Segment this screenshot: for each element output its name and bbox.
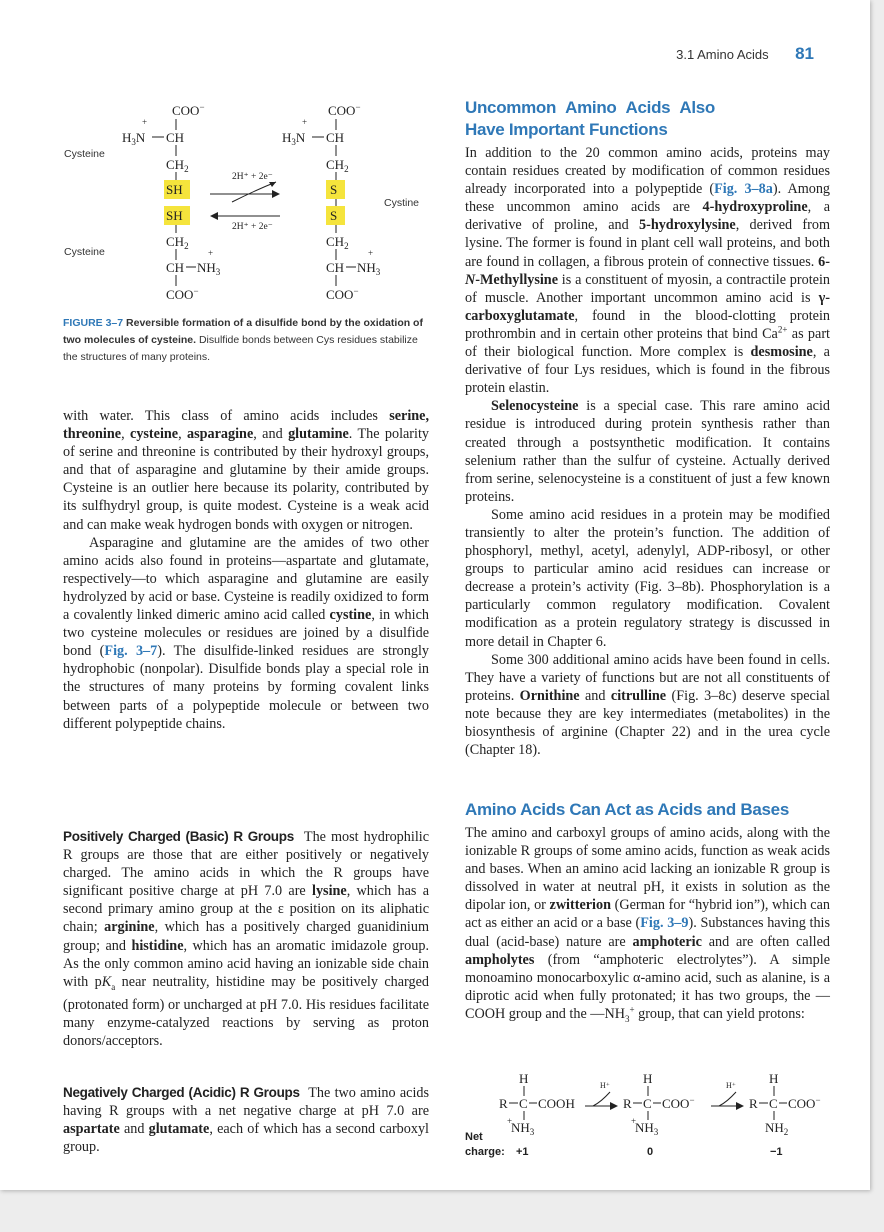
svg-text:H: H bbox=[769, 1071, 779, 1086]
left-paragraph-2: Asparagine and glutamine are the amides of two other amino acids also found in proteins—aspartate and glutamate, respectively—to which asparagine and glutamine are easily hydrolyzed by acid or base. Cysteine is readily oxidized to form a covalently linked dimeric amino acid called cystine, in which two cysteine molecules or residues are joined by a disulfide bond (Fig. 3–7). The disulfide-linked residues are strongly hydrophobic (nonpolar). Disulfide bonds play a special role in the structures of many proteins by forming covalent links between parts of a polypeptide molecule or between two different polypeptide chains. bbox=[63, 534, 429, 732]
bold-term: -Methyllysine bbox=[475, 271, 558, 288]
svg-text:H3N: $H_3N$ bbox=[282, 130, 306, 147]
bold-term: arginine bbox=[104, 919, 155, 936]
right-column-bottom bbox=[465, 799, 830, 1028]
bold-term: histidine bbox=[131, 937, 184, 954]
right-paragraph-1: In addition to the 20 common amino acids, proteins may contain residues created by modification of common residues already incorporated into a polypeptide (Fig. 3–8a). Among these uncommon amino acids are 4-hydroxyproline, a derivative of proline, and 5-hydroxylysine, derived from lysine. The former is found in plant cell wall proteins, and both are found in collagen, a fibrous protein of connective tissues. 6-N-Methyllysine is a constituent of myosin, a contractile protein of muscle. Another important uncommon amino acid is γ-carboxyglutamate, found in the blood-clotting protein prothrombin and in certain other proteins that bind $Ca^{2+}$ as part of their biological function. More complex is desmosine, a derivative of four Lys residues, which is found in the fibrous protein elastin. bbox=[465, 145, 831, 397]
bold-term: 4-hydroxyproline bbox=[702, 199, 808, 216]
ionization-equation bbox=[463, 1068, 843, 1163]
right-paragraph-2: Selenocysteine is a special case. This rare amino acid residue is introduced during protein synthesis rather than created through a postsynthetic modification. It contains selenium rather than the sulfur of cysteine. Actually derived from serine, selenocysteine is a constituent of just a few known proteins. bbox=[465, 398, 830, 505]
hplus-2: H⁺ bbox=[726, 1081, 736, 1090]
bold-term: γ-carboxyglutamate bbox=[465, 289, 830, 324]
svg-text:SH: SH bbox=[166, 208, 183, 223]
bold-term: aspartate bbox=[63, 1121, 120, 1138]
figure-reference: Fig. 3–9 bbox=[640, 915, 689, 932]
svg-text:R: R bbox=[499, 1096, 508, 1111]
svg-text:C: C bbox=[643, 1096, 652, 1111]
svg-text:COOH: COOH bbox=[538, 1096, 575, 1111]
svg-text:NH3: $NH_3$ bbox=[357, 260, 381, 277]
svg-text:+: + bbox=[631, 1116, 637, 1126]
positive-text: The most hydrophilic R groups are those that are either positively or negatively charged. The amino acids in which the R groups have significant positive charge at pH 7.0 are lysine, which has a second primary amino group at the ε position on its aliphatic chain; arginine, which has a positively charged guanidinium group; and histidine, which has an aromatic imidazole group. As the only common amino acid having an ionizable side chain with $pK_a$ near neutrality, histidine may be positively charged (protonated form) or uncharged at pH 7.0. His residues facilitate many enzyme-catalyzed reactions by serving as proton donors/acceptors. bbox=[63, 829, 430, 1049]
cystine-label: Cystine bbox=[384, 197, 420, 209]
svg-text:COO−: COO− bbox=[662, 1095, 695, 1111]
bold-term: 5-hydroxylysine bbox=[639, 217, 736, 234]
figure-number: FIGURE 3–7 bbox=[63, 317, 124, 329]
bold-term: glutamate bbox=[148, 1121, 210, 1138]
svg-text:NH3: $NH_3$ bbox=[511, 1120, 535, 1137]
svg-text:R: R bbox=[749, 1096, 758, 1111]
heading-positively-charged: Positively Charged (Basic) R Groups bbox=[63, 829, 294, 844]
figure-caption bbox=[63, 315, 429, 366]
superscript: 2+ bbox=[777, 324, 788, 335]
svg-text:NH3: $NH_3$ bbox=[197, 260, 221, 277]
svg-text:+: + bbox=[507, 1116, 513, 1126]
bold-term: serine, bbox=[389, 408, 429, 424]
heading-negatively-charged: Negatively Charged (Acidic) R Groups bbox=[63, 1085, 300, 1100]
bold-term: 6- bbox=[818, 253, 830, 270]
bold-term: Ornithine bbox=[519, 687, 580, 704]
charge-value-1: +1 bbox=[516, 1146, 529, 1158]
left-paragraph-1: with water. This class of amino acids includes serine, threonine, cysteine, asparagine, and glutamine. The polarity of serine and threonine is contributed by their hydroxyl groups, and that of asparagine and glutamine by their amide groups. Cysteine is an outlier here because its polarity, contributed by its sulfhydryl group, is quite modest. Cysteine is a weak acid and can make weak hydrogen bonds with oxygen or nitrogen. bbox=[63, 408, 430, 533]
bold-term: cystine bbox=[329, 607, 372, 624]
figure-reference: Fig. 3–8a bbox=[714, 181, 773, 198]
bold-term: zwitterion bbox=[549, 897, 611, 914]
cysteine-label-top: Cysteine bbox=[64, 148, 105, 160]
svg-text:COO−: COO− bbox=[328, 102, 361, 118]
charge-value-3: −1 bbox=[770, 1146, 783, 1158]
figure-title: Reversible formation of a disulfide bond by the oxidation of two molecules of cysteine. bbox=[63, 317, 423, 346]
net-label: Net bbox=[465, 1131, 483, 1143]
svg-text:S: S bbox=[330, 182, 338, 197]
charge-label: charge: bbox=[465, 1146, 505, 1158]
svg-text:CH2: $CH_2$ bbox=[326, 234, 349, 251]
bold-term: lysine bbox=[312, 883, 347, 900]
right-paragraph-5: The amino and carboxyl groups of amino acids, along with the ionizable R groups of some amino acids, function as weak acids and bases. When an amino acid lacking an ionizable R group is dissolved in water at neutral pH, it exists in solution as the dipolar ion, or zwitterion (German for “hybrid ion”), which can act as either an acid or a base (Fig. 3–9). Substances having this dual (acid-base) nature are amphoteric and are often called ampholytes (from “amphoteric electrolytes”). A simple monoamino monocarboxylic α-amino acid, such as alanine, is a diprotic acid when fully protonated; it has two groups, the —COOH group and the $—NH_3^+$ group, that can yield protons: bbox=[465, 825, 831, 1024]
charge-value-2: 0 bbox=[647, 1146, 654, 1158]
running-header bbox=[676, 44, 814, 64]
forward-label: 2H⁺ + 2e⁻ bbox=[232, 172, 273, 182]
bold-term: cysteine bbox=[130, 426, 179, 443]
svg-text:+: + bbox=[208, 248, 214, 258]
cysteine-label-bottom: Cysteine bbox=[64, 246, 105, 258]
bold-term: Selenocysteine bbox=[491, 398, 579, 415]
bold-term: ampholytes bbox=[465, 951, 535, 968]
svg-text:C: C bbox=[519, 1096, 528, 1111]
reverse-label: 2H⁺ + 2e⁻ bbox=[232, 222, 273, 232]
svg-text:CH: CH bbox=[326, 130, 345, 145]
svg-text:CH: CH bbox=[326, 260, 345, 275]
svg-text:CH2: $CH_2$ bbox=[326, 157, 349, 174]
right-paragraph-4: Some 300 additional amino acids have been found in cells. They have a variety of functions but are not all constituents of proteins. Ornithine and citrulline (Fig. 3–8c) deserve special note because they are key intermediates (metabolites) in the biosynthesis of arginine (Chapter 22) and in the urea cycle (Chapter 18). bbox=[465, 651, 830, 759]
svg-text:CH2: $CH_2$ bbox=[166, 234, 189, 251]
hplus-1: H⁺ bbox=[600, 1081, 610, 1090]
svg-text:CH: CH bbox=[166, 130, 185, 145]
figure-text: Disulfide bonds between Cys residues stabilize the structures of many proteins. bbox=[63, 334, 418, 363]
bold-term: glutamine bbox=[288, 426, 349, 443]
bold-term: desmosine bbox=[750, 344, 813, 361]
nh3-top-left: $H_3N$ bbox=[122, 130, 146, 147]
svg-text:NH2: $NH_2$ bbox=[765, 1120, 789, 1137]
subscript: a bbox=[111, 981, 116, 992]
left-column-positive bbox=[63, 828, 429, 1050]
figure-3-7-diagram bbox=[60, 100, 440, 305]
section-title: 3.1 Amino Acids bbox=[676, 47, 769, 62]
bold-term: asparagine bbox=[187, 426, 254, 443]
superscript: + bbox=[629, 1004, 635, 1015]
svg-text:R: R bbox=[623, 1096, 632, 1111]
coo-top-left: COO− bbox=[172, 102, 205, 118]
bold-term: amphoteric bbox=[632, 933, 702, 950]
left-column-top bbox=[63, 407, 429, 733]
heading-uncommon-amino-acids: Uncommon Amino Acids Also Have Important Functions bbox=[465, 98, 715, 139]
svg-text:CH: CH bbox=[166, 260, 185, 275]
left-paragraph-4 bbox=[63, 1084, 429, 1156]
svg-text:COO−: COO− bbox=[326, 286, 359, 302]
right-paragraph-3: Some amino acid residues in a protein may be modified transiently to alter the protein’s function. The addition of phosphoryl, methyl, acetyl, adenylyl, ADP-ribosyl, or other groups to particular amino acid residues can increase or decrease a protein’s activity (Fig. 3–8b). Phosphorylation is a particularly common regulatory modification. Covalent modification as a protein regulatory strategy is discussed in more detail in Chapter 6. bbox=[465, 506, 830, 650]
negative-text: The two amino acids having R groups with a net negative charge at pH 7.0 are aspartate and glutamate, each of which has a second carboxyl group. bbox=[63, 1085, 430, 1156]
bold-term: threonine bbox=[63, 426, 122, 443]
svg-text:COO−: COO− bbox=[788, 1095, 821, 1111]
page-number: 81 bbox=[795, 44, 814, 63]
svg-text:S: S bbox=[330, 208, 338, 223]
subscript: 3 bbox=[624, 1013, 630, 1024]
svg-text:+: + bbox=[142, 117, 148, 127]
svg-text:H: H bbox=[519, 1071, 529, 1086]
bold-term: citrulline bbox=[610, 687, 667, 704]
svg-text:+: + bbox=[368, 248, 374, 258]
svg-text:+: + bbox=[302, 117, 308, 127]
svg-text:H: H bbox=[643, 1071, 653, 1086]
svg-text:COO−: COO− bbox=[166, 286, 199, 302]
svg-text:SH: SH bbox=[166, 182, 183, 197]
left-paragraph-3 bbox=[63, 828, 429, 1050]
svg-text:CH2: $CH_2$ bbox=[166, 157, 189, 174]
heading-acids-bases: Amino Acids Can Act as Acids and Bases bbox=[465, 800, 789, 819]
svg-text:NH3: $NH_3$ bbox=[635, 1120, 659, 1137]
bold-italic-term: N bbox=[465, 271, 476, 288]
figure-reference: Fig. 3–7 bbox=[104, 643, 158, 660]
right-column-top bbox=[465, 97, 830, 759]
svg-text:C: C bbox=[769, 1096, 778, 1111]
italic-text: K bbox=[101, 973, 112, 990]
left-column-negative bbox=[63, 1084, 429, 1156]
